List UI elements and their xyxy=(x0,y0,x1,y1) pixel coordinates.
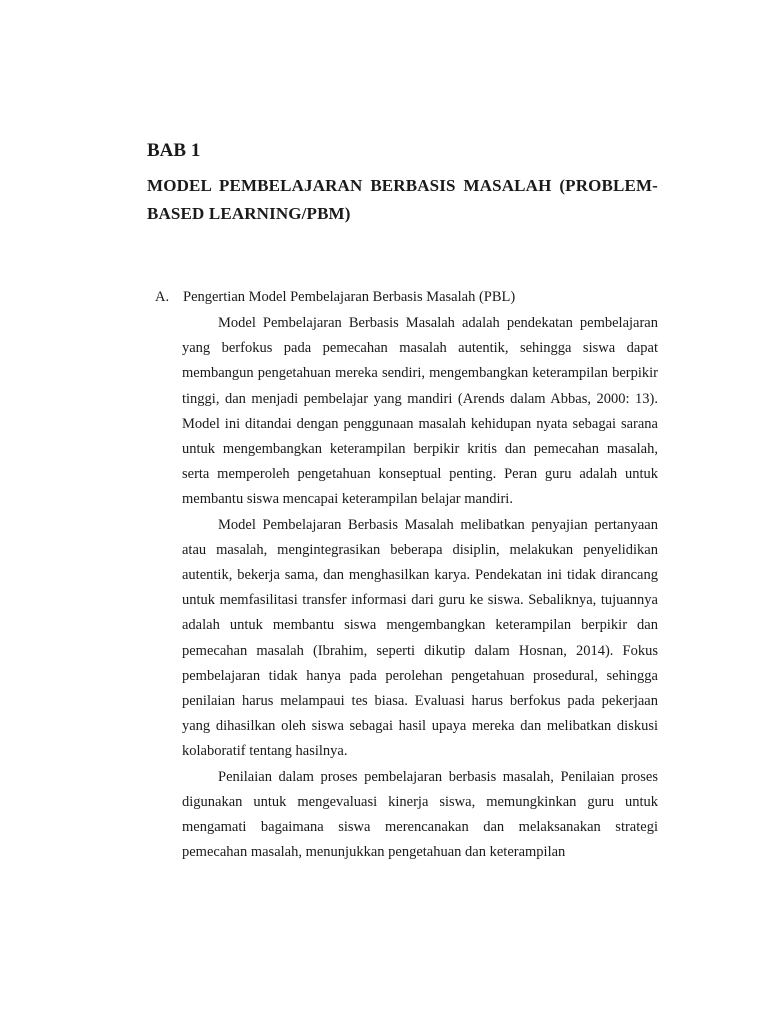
section-letter: A. xyxy=(155,289,170,305)
paragraph-2: Model Pembelajaran Berbasis Masalah melibatkan penyajian pertanyaan atau masalah, mengintegrasikan beberapa disiplin, melakukan penyelidikan autentik, bekerja sama, dan menghasilkan karya. Pendekatan ini tidak dirancang untuk memfasilitasi transfer informasi dari guru ke siswa. Sebaliknya, tujuannya adalah untuk membantu siswa mengembangkan keterampilan berpikir dan pemecahan masalah (Ibrahim, seperti dikutip dalam Hosnan, 2014). Fokus pembelajaran tidak hanya pada perolehan pengetahuan prosedural, sehingga penilaian harus melampaui tes biasa. Evaluasi harus berfokus pada pekerjaan yang dihasilkan oleh siswa sebagai hasil upaya mereka dan melibatkan diskusi kolaboratif tentang hasilnya. xyxy=(182,516,658,760)
chapter-title: MODEL PEMBELAJARAN BERBASIS MASALAH (PROBLEM-BASED LEARNING/PBM) xyxy=(147,176,658,223)
paragraph-1: Model Pembelajaran Berbasis Masalah adalah pendekatan pembelajaran yang berfokus pada pemecahan masalah autentik, sehingga siswa dapat membangun pengetahuan mereka sendiri, mengembangkan keterampilan berpikir tinggi, dan menjadi pembelajar yang mandiri (Arends dalam Abbas, 2000: 13). Model ini ditandai dengan penggunaan masalah kehidupan nyata sebagai sarana untuk mengembangkan keterampilan berpikir kritis dan pemecahan masalah, serta memperoleh pengetahuan konseptual penting. Peran guru adalah untuk membantu siswa mencapai keterampilan belajar mandiri. xyxy=(182,315,658,508)
paragraph-3: Penilaian dalam proses pembelajaran berbasis masalah, Penilaian proses digunakan untuk mengevaluasi kinerja siswa, memungkinkan guru untuk mengamati bagaimana siswa merencanakan dan melaksanakan strategi pemecahan masalah, menunjukkan pengetahuan dan keterampilan xyxy=(182,768,658,861)
section-heading-text: Pengertian Model Pembelajaran Berbasis Masalah (PBL) xyxy=(183,289,516,305)
section-body xyxy=(182,311,658,865)
chapter-label: BAB 1 xyxy=(147,140,201,161)
section-heading xyxy=(155,286,515,308)
